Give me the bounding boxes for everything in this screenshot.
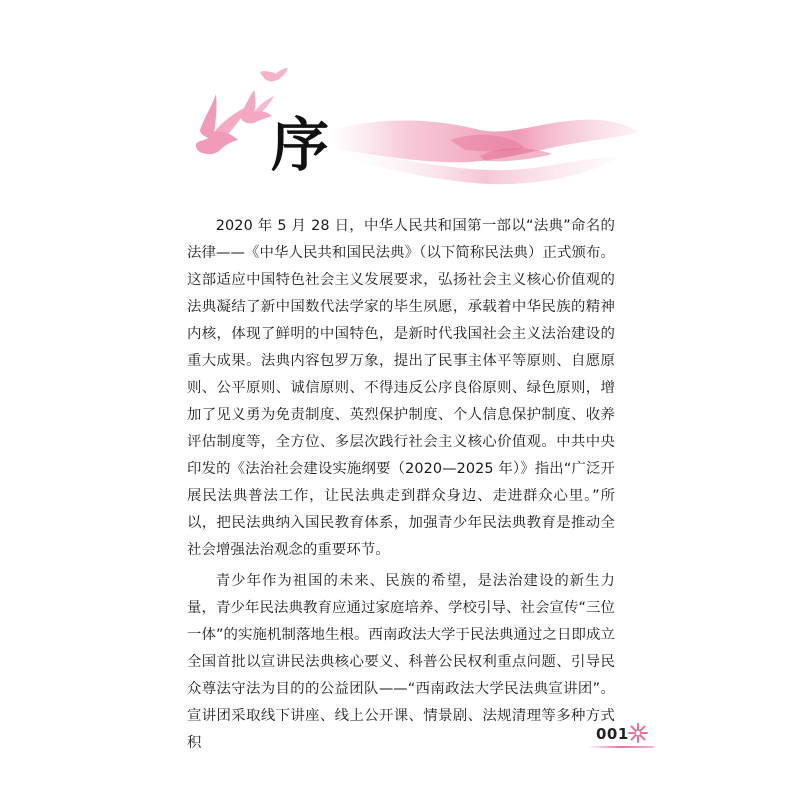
ribbon-decoration bbox=[330, 120, 638, 185]
header-decoration bbox=[180, 60, 640, 200]
paragraph: 青少年作为祖国的未来、民族的希望，是法治建设的新生力量，青少年民法典教育应通过家庭培养、学校引导、社会宣传“三位一体”的实施机制落地生根。西南政法大学于民法典通过之日即成立全国首批以宣讲民法典核心要义、科普公民权利重点问题、引导民众尊法守法为目的的公益团队——“西南政法大学民法典宣讲团”。宣讲团采取线下讲座、线上公开课、情景剧、法规清理等多种方式积 bbox=[187, 573, 615, 751]
paragraph: 2020 年 5 月 28 日，中华人民共和国第一部以“法典”命名的法律——《中华人民共和国民法典》（以下简称民法典）正式颁布。这部适应中国特色社会主义发展要求，弘扬社会主义核心价值观的法典凝结了新中国数代法学家的毕生夙愿，承载着中华民族的精神内核，体现了鲜明的中国特色，是新时代我国社会主义法治建设的重大成果。法典内容包罗万象，提出了民事主体平等原则、自愿原则、公平原则、诚信原则、不得违反公序良俗原则、绿色原则，增加了见义勇为免责制度、英烈保护制度、个人信息保护制度、收养评估制度等，全方位、多层次践行社会主义核心价值观。中共中央印发的《法治社会建设实施纲要（2020—2025 年）》指出“广泛开展民法典普法工作，让民法典走到群众身边、走进群众心里。”所以，把民法典纳入国民教育体系，加强青少年民法典教育是推动全社会增强法治观念的重要环节。 bbox=[187, 218, 615, 558]
page-number: 001 bbox=[596, 725, 629, 743]
flower-icon bbox=[627, 722, 649, 744]
preface-body bbox=[187, 213, 615, 757]
dove-icon bbox=[260, 68, 288, 81]
dove-icon bbox=[241, 90, 275, 123]
page-title: 序 bbox=[271, 111, 330, 179]
dove-icon bbox=[196, 94, 248, 154]
page-number-underline bbox=[588, 746, 654, 748]
